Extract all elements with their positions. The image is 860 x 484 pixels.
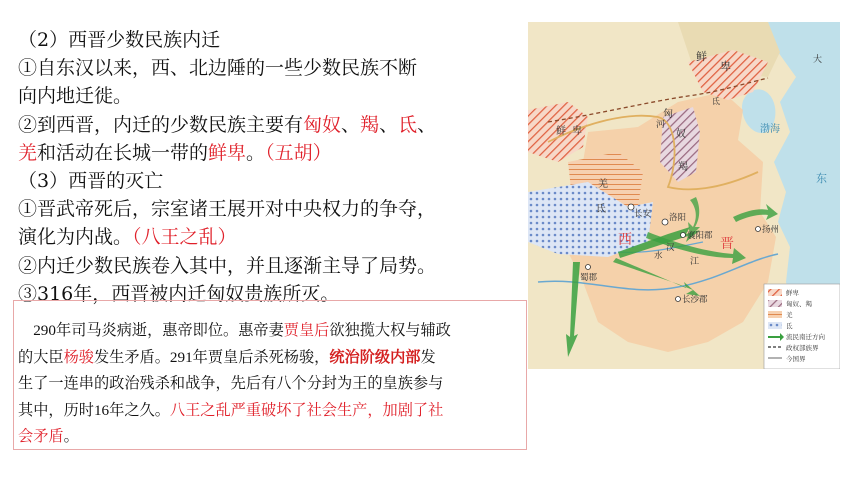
highlight-text: 匈奴 <box>303 113 342 136</box>
legend-label: 羌 <box>786 311 793 319</box>
body-text: 向内地迁徙。 <box>18 85 133 108</box>
main-line <box>18 111 518 139</box>
map-label-xianbei: 卑 <box>720 60 731 73</box>
box-line <box>18 371 522 398</box>
main-line <box>18 82 518 110</box>
body-text: ③316年，西晋被内迁匈奴贵族所灭。 <box>18 282 340 305</box>
western-jin-migration-map <box>528 22 840 369</box>
body-text: 发 <box>420 348 436 366</box>
body-text: 和活动在长城一带的 <box>37 141 209 164</box>
map-label-xi: 西 <box>618 232 632 248</box>
body-text: 的大臣 <box>18 348 64 366</box>
body-text: 。 <box>63 428 79 445</box>
box-line <box>18 424 522 451</box>
highlight-text: 八王之乱严重破坏了社会生产，加剧了社 <box>169 401 444 419</box>
body-text: 其中，历时16年之久。 <box>18 401 170 419</box>
body-text: 290年司马炎病逝，惠帝即位。惠帝妻 <box>18 322 284 339</box>
map-label-jin: 晋 <box>720 236 734 252</box>
body-text: 欲独揽大权与辅政 <box>329 322 451 339</box>
city-shu: 蜀郡 <box>580 273 598 283</box>
highlight-text: 羌 <box>18 141 38 164</box>
highlight-text: （八王之乱） <box>132 226 237 249</box>
map-label-xianbei: 鲜 <box>556 126 566 137</box>
legend-label: 匈奴、羯 <box>786 300 812 308</box>
map-label-di: 氐 <box>596 204 606 215</box>
main-line <box>18 223 518 251</box>
highlight-text: 贾皇后 <box>283 322 330 339</box>
highlight-text: 统治阶级内部 <box>329 348 421 366</box>
legend-label: 氐 <box>786 322 793 330</box>
map-label-dong: 东 <box>816 172 827 185</box>
body-text: ①晋武帝死后，宗室诸王展开对中央权力的争夺， <box>18 198 437 221</box>
highlight-text: 鲜卑 <box>208 141 247 164</box>
main-line <box>18 26 518 54</box>
city-luoyang: 洛阳 <box>669 213 687 223</box>
body-text: （3）西晋的灭亡 <box>18 170 164 193</box>
legend-label: 今国界 <box>786 355 806 363</box>
legend-label: 流民南迁方向 <box>786 333 825 341</box>
map-label-da: 大 <box>813 55 823 65</box>
body-text: 、 <box>417 113 437 136</box>
map-label-han: 汉 <box>666 243 675 253</box>
box-line <box>18 318 522 345</box>
body-text: 、 <box>379 113 399 136</box>
body-text: 发生矛盾。291年贾皇后杀死杨骏， <box>93 348 330 366</box>
body-text: 。 <box>246 141 266 164</box>
box-line <box>18 345 522 372</box>
map-label-xianbei: 鲜 <box>696 50 707 63</box>
city-changsha: 长沙郡 <box>682 295 708 305</box>
body-text: ②到西晋，内迁的少数民族主要有 <box>18 113 304 136</box>
main-line <box>18 195 518 223</box>
body-text: 生了一连串的政治残杀和战争，先后有八个分封为王的皇族参与 <box>18 375 444 392</box>
highlight-text: 氐 <box>398 113 418 136</box>
body-text: ①自东汉以来，西、北边陲的一些少数民族不断 <box>18 57 418 80</box>
body-text: 演化为内战。 <box>18 226 133 249</box>
map-label-jie: 羯 <box>678 162 688 173</box>
main-text <box>18 26 518 308</box>
map-label-di: 氐 <box>712 97 720 106</box>
legend-label: 鲜卑 <box>786 289 799 297</box>
city-yangzhou: 扬州 <box>762 225 780 235</box>
main-line <box>18 252 518 280</box>
legend-label: 政权部族界 <box>786 344 819 352</box>
highlight-text: （五胡） <box>265 141 332 164</box>
map-label-xiongnu: 匈 <box>663 109 673 120</box>
body-text: ②内迁少数民族卷入其中，并且逐渐主导了局势。 <box>18 254 437 277</box>
map-label-bohai: 渤海 <box>760 124 780 135</box>
map-label-xianbei: 卑 <box>572 126 582 137</box>
map-label-jiang: 江 <box>690 257 700 267</box>
map-label-shui: 水 <box>654 251 663 261</box>
map-label-qiang: 羌 <box>598 179 608 190</box>
main-line <box>18 139 518 167</box>
box-line <box>18 398 522 425</box>
map-legend <box>764 284 840 369</box>
highlight-text: 会矛盾 <box>18 428 64 445</box>
map-label-he: 河 <box>656 120 666 130</box>
annotation-text <box>18 318 522 451</box>
highlight-text: 杨骏 <box>63 348 94 366</box>
body-text: 、 <box>341 113 361 136</box>
highlight-text: 羯 <box>360 113 380 136</box>
city-changan: 长安 <box>634 209 652 219</box>
main-line <box>18 167 518 195</box>
city-xiangyang: 襄阳郡 <box>687 231 713 241</box>
body-text: （2）西晋少数民族内迁 <box>18 29 221 51</box>
main-line <box>18 54 518 82</box>
map-label-xiongnu: 奴 <box>676 129 686 140</box>
